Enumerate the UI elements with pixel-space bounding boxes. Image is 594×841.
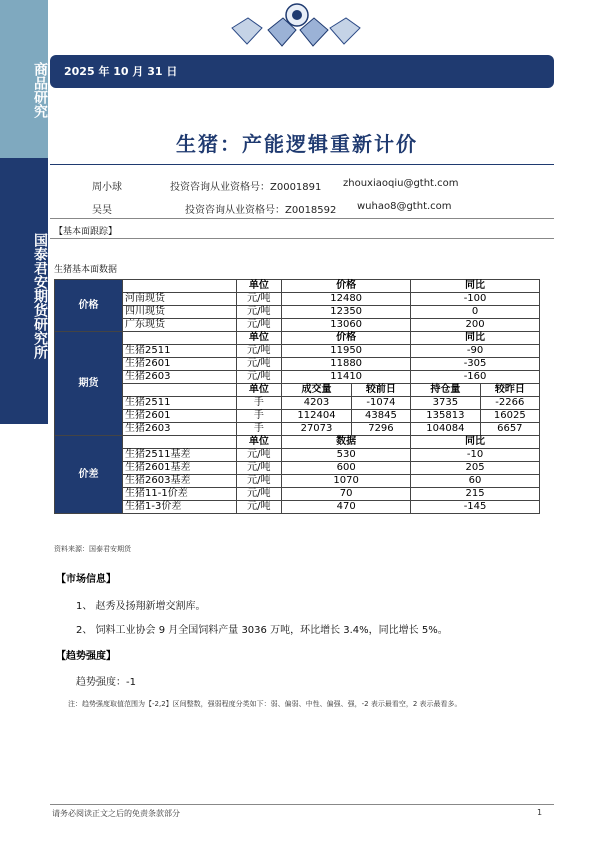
section-heading-fundamental: 【基本面跟踪】 xyxy=(54,227,118,237)
sidebar-institute-band xyxy=(0,158,48,424)
date-banner xyxy=(50,55,554,88)
header-cell: 单位 xyxy=(236,280,282,293)
disclaimer-footer: 请务必阅读正文之后的免责条款部分 xyxy=(52,809,180,818)
header-gem-logo xyxy=(0,0,594,50)
fundamental-data-table xyxy=(54,279,540,514)
table-row xyxy=(55,293,540,306)
table-row xyxy=(55,280,540,293)
unit-cell: 手 xyxy=(236,410,282,423)
title-divider xyxy=(50,164,554,165)
value-cell: 205 xyxy=(411,462,540,475)
section-heading-trend: 【趋势强度】 xyxy=(56,651,116,662)
unit-cell: 元/吨 xyxy=(236,371,282,384)
value-cell: 27073 xyxy=(282,423,352,436)
table-row xyxy=(55,423,540,436)
group-label-price: 价格 xyxy=(55,280,123,332)
header-cell: 同比 xyxy=(411,280,540,293)
unit-cell: 元/吨 xyxy=(236,501,282,514)
value-cell: -160 xyxy=(411,371,540,384)
table-row xyxy=(55,306,540,319)
author-email: zhouxiaoqiu@gtht.com xyxy=(343,178,459,189)
table-row xyxy=(55,332,540,345)
page-number: 1 xyxy=(537,808,543,817)
row-label: 生猪2511 xyxy=(123,345,237,358)
value-cell: 135813 xyxy=(411,410,481,423)
value-cell: 13060 xyxy=(282,319,411,332)
group-label-spread: 价差 xyxy=(55,436,123,514)
table-row xyxy=(55,345,540,358)
author-cert: 投资咨询从业资格号：Z0018592 xyxy=(185,205,337,216)
report-title: 生猪：产能逻辑重新计价 xyxy=(176,132,418,156)
table-title: 生猪基本面数据 xyxy=(54,265,118,275)
row-label: 生猪1-3价差 xyxy=(123,501,237,514)
value-cell: 4203 xyxy=(282,397,352,410)
author-name: 吴昊 xyxy=(92,205,112,216)
value-cell: -100 xyxy=(411,293,540,306)
row-label: 生猪2603 xyxy=(123,371,237,384)
value-cell: -305 xyxy=(411,358,540,371)
row-label: 生猪2601 xyxy=(123,410,237,423)
value-cell: 215 xyxy=(411,488,540,501)
value-cell: -10 xyxy=(411,449,540,462)
unit-cell: 手 xyxy=(236,397,282,410)
author-email: wuhao8@gtht.com xyxy=(357,201,452,212)
unit-cell: 元/吨 xyxy=(236,462,282,475)
section-divider xyxy=(50,238,554,239)
header-cell: 单位 xyxy=(236,332,282,345)
unit-cell: 元/吨 xyxy=(236,475,282,488)
value-cell: -145 xyxy=(411,501,540,514)
value-cell: -90 xyxy=(411,345,540,358)
value-cell: 1070 xyxy=(282,475,411,488)
row-label: 生猪2601基差 xyxy=(123,462,237,475)
value-cell: 104084 xyxy=(411,423,481,436)
header-cell: 较前日 xyxy=(351,384,410,397)
unit-cell: 元/吨 xyxy=(236,306,282,319)
header-cell: 价格 xyxy=(282,332,411,345)
value-cell: 200 xyxy=(411,319,540,332)
value-cell: 600 xyxy=(282,462,411,475)
table-row xyxy=(55,319,540,332)
value-cell: 70 xyxy=(282,488,411,501)
header-cell: 较昨日 xyxy=(480,384,539,397)
value-cell: 11950 xyxy=(282,345,411,358)
author-name: 周小球 xyxy=(92,182,122,193)
table-row xyxy=(55,410,540,423)
value-cell: 6657 xyxy=(480,423,539,436)
header-cell: 持仓量 xyxy=(411,384,481,397)
author-divider xyxy=(50,218,554,219)
table-row xyxy=(55,384,540,397)
header-cell: 单位 xyxy=(236,384,282,397)
source-note: 资料来源：国泰君安期货 xyxy=(54,545,131,553)
table-row xyxy=(55,488,540,501)
market-item: 1、 赵秀及扬翔新增交割库。 xyxy=(76,601,206,612)
unit-cell: 元/吨 xyxy=(236,319,282,332)
value-cell: 60 xyxy=(411,475,540,488)
row-label: 广东现货 xyxy=(123,319,237,332)
trend-note: 注：趋势强度取值范围为【-2,2】区间整数，强弱程度分类如下：弱、偏弱、中性、偏强、强，-2 表示最看空，2 表示最看多。 xyxy=(68,700,462,708)
table-row xyxy=(55,449,540,462)
value-cell: 470 xyxy=(282,501,411,514)
table-row xyxy=(55,397,540,410)
value-cell: 0 xyxy=(411,306,540,319)
value-cell: 43845 xyxy=(351,410,410,423)
sidebar-institute-label: 国泰君安期货研究所 xyxy=(32,233,48,359)
unit-cell: 元/吨 xyxy=(236,488,282,501)
header-cell: 单位 xyxy=(236,436,282,449)
table-row xyxy=(55,501,540,514)
header-cell: 同比 xyxy=(411,332,540,345)
row-label: 生猪2603 xyxy=(123,423,237,436)
value-cell: 112404 xyxy=(282,410,352,423)
row-label: 四川现货 xyxy=(123,306,237,319)
value-cell: 530 xyxy=(282,449,411,462)
row-label: 生猪11-1价差 xyxy=(123,488,237,501)
trend-strength-value: 趋势强度：-1 xyxy=(76,677,136,688)
sidebar-category-label: 商品研究 xyxy=(32,62,48,118)
table-row xyxy=(55,462,540,475)
market-item: 2、 饲料工业协会 9 月全国饲料产量 3036 万吨，环比增长 3.4%，同比增长 5%。 xyxy=(76,625,448,636)
header-cell: 同比 xyxy=(411,436,540,449)
value-cell: -1074 xyxy=(351,397,410,410)
section-heading-market: 【市场信息】 xyxy=(56,574,116,585)
value-cell: 12350 xyxy=(282,306,411,319)
row-label: 河南现货 xyxy=(123,293,237,306)
unit-cell: 元/吨 xyxy=(236,358,282,371)
row-label: 生猪2511基差 xyxy=(123,449,237,462)
row-label: 生猪2511 xyxy=(123,397,237,410)
value-cell: 3735 xyxy=(411,397,481,410)
value-cell: 11880 xyxy=(282,358,411,371)
row-label: 生猪2601 xyxy=(123,358,237,371)
value-cell: 16025 xyxy=(480,410,539,423)
header-cell: 价格 xyxy=(282,280,411,293)
header-cell: 成交量 xyxy=(282,384,352,397)
unit-cell: 元/吨 xyxy=(236,345,282,358)
group-label-futures: 期货 xyxy=(55,332,123,436)
unit-cell: 元/吨 xyxy=(236,293,282,306)
table-row xyxy=(55,371,540,384)
value-cell: 12480 xyxy=(282,293,411,306)
value-cell: 7296 xyxy=(351,423,410,436)
value-cell: -2266 xyxy=(480,397,539,410)
row-label: 生猪2603基差 xyxy=(123,475,237,488)
value-cell: 11410 xyxy=(282,371,411,384)
table-row xyxy=(55,358,540,371)
footer-divider xyxy=(50,804,554,805)
table-row xyxy=(55,436,540,449)
unit-cell: 手 xyxy=(236,423,282,436)
header-cell: 数据 xyxy=(282,436,411,449)
author-cert: 投资咨询从业资格号：Z0001891 xyxy=(170,182,322,193)
report-date: 2025 年 10 月 31 日 xyxy=(64,65,178,78)
table-row xyxy=(55,475,540,488)
unit-cell: 元/吨 xyxy=(236,449,282,462)
